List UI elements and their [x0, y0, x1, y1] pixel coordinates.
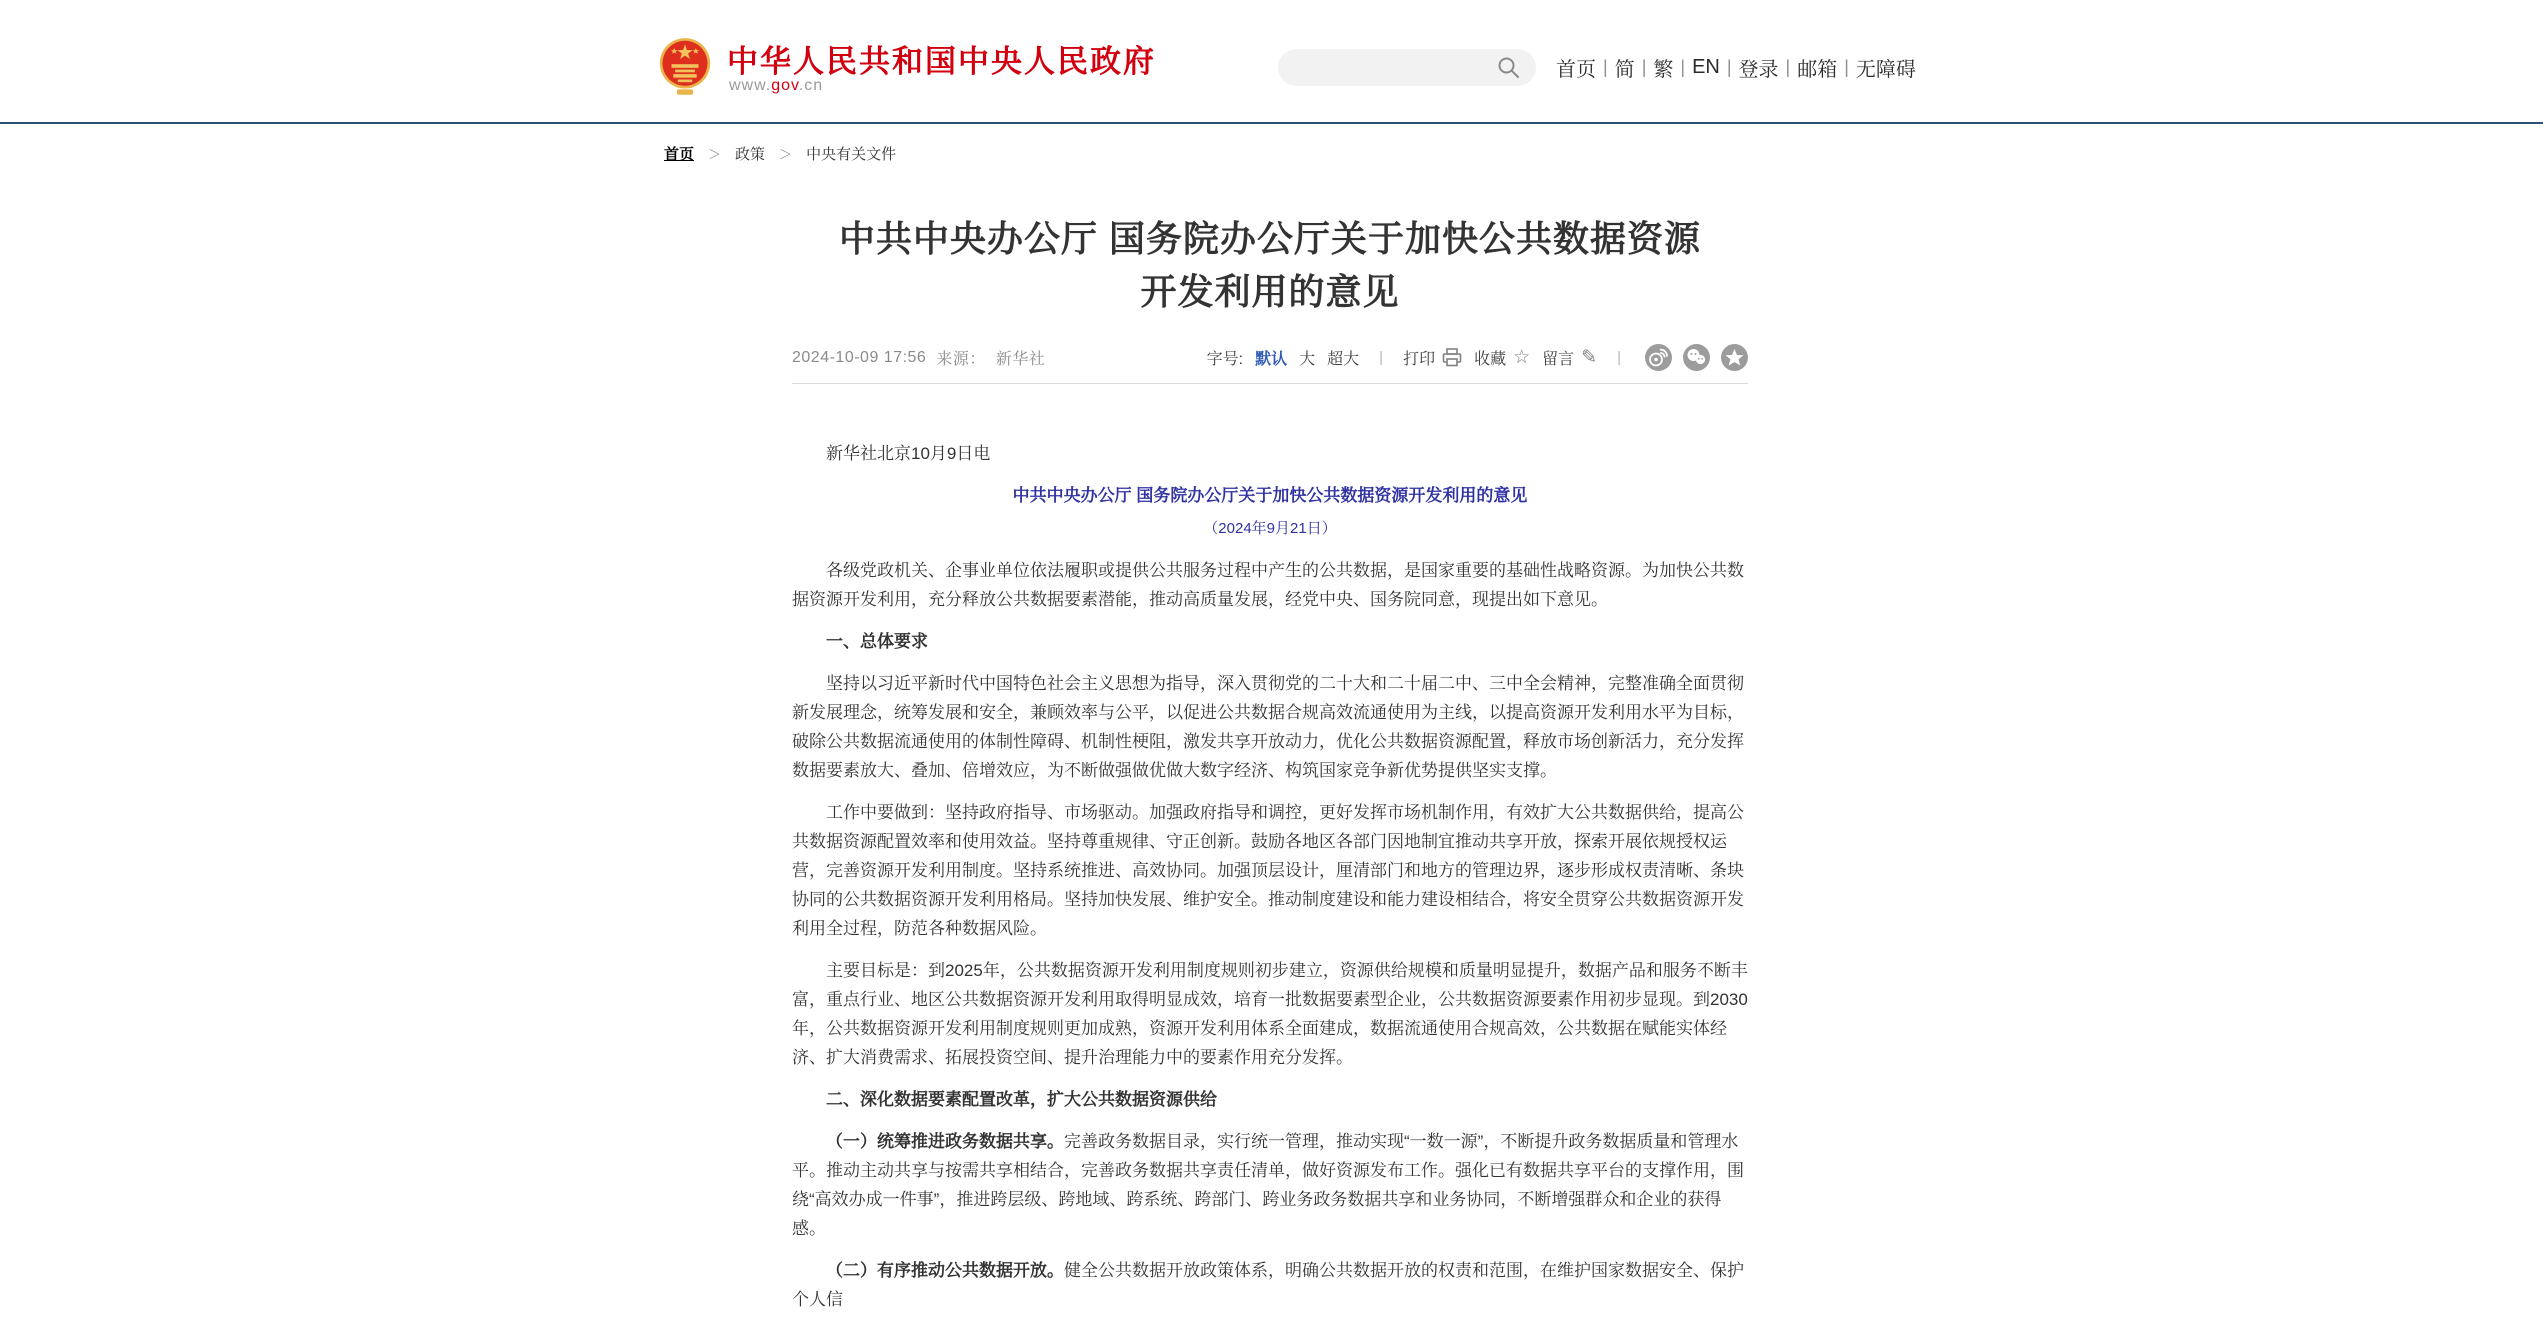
article-container [792, 0, 1748, 1327]
toolbar-divider: | [1379, 349, 1384, 366]
article-body [792, 439, 1748, 1314]
weibo-share-icon[interactable] [1645, 344, 1672, 371]
qzone-share-icon[interactable] [1721, 344, 1748, 371]
breadcrumb-policy[interactable]: 政策 [735, 146, 766, 163]
source-value[interactable]: 新华社 [995, 351, 1046, 368]
font-size-xlarge-button[interactable]: 超大 [1327, 351, 1360, 368]
site-title: 中华人民共和国中央人民政府 [727, 44, 1156, 79]
toolbar-divider: | [1617, 349, 1621, 366]
document-date: （2024年9月21日） [1203, 520, 1337, 537]
comment-button[interactable] [1542, 346, 1597, 369]
breadcrumb-home[interactable]: 首页 [664, 146, 695, 163]
publish-date: 2024-10-09 17:56 [792, 348, 927, 366]
article-paragraph: 主要目标是：到2025年，公共数据资源开发利用制度规则初步建立，资源供给规模和质量明显提升，数据产品和服务不断丰富，重点行业、地区公共数据资源开发利用取得明显成效，培育一批数据要素型企业，公共数据资源要素作用初步显现。到2030年，公共数据资源开发利用制度规则更加成熟，资源开发利用体系全面建成，数据流通使用合规高效，公共数据在赋能实体经济、扩大消费需求、拓展投资空间、提升治理能力中的要素作用充分发挥。 [792, 961, 1748, 1067]
nav-separator: | [1641, 56, 1647, 77]
nav-separator: | [1844, 56, 1849, 77]
article-meta-row [792, 344, 1748, 371]
collect-label: 收藏 [1474, 351, 1507, 368]
article-meta-tools [1207, 344, 1748, 371]
wechat-share-icon[interactable] [1683, 344, 1710, 371]
source-label: 来源： [936, 351, 986, 368]
print-button[interactable] [1403, 346, 1462, 369]
site-url-www: www. [729, 77, 772, 94]
font-size-label: 字号: [1206, 351, 1244, 368]
section-heading: 二、深化数据要素配置改革，扩大公共数据资源供给 [826, 1090, 1217, 1109]
article-paragraph: 各级党政机关、企事业单位依法履职或提供公共服务过程中产生的公共数据，是国家重要的基础性战略资源。为加快公共数据资源开发利用，充分释放公共数据要素潜能，推动高质量发展，经党中央、国务院同意，现提出如下意见。 [792, 561, 1744, 609]
nav-item-simplified[interactable]: 简 [1614, 58, 1635, 81]
nav-separator: | [1680, 56, 1686, 77]
page-title: 中共中央办公厅 国务院办公厅关于加快公共数据资源开发利用的意见 [838, 218, 1701, 312]
nav-separator: | [1785, 56, 1791, 77]
site-url-gov: gov [771, 77, 799, 94]
nav-item-mail[interactable]: 邮箱 [1797, 58, 1838, 81]
article-dateline: 新华社北京10月9日电 [826, 444, 991, 463]
pencil-icon: ✎ [1581, 347, 1598, 368]
document-title: 中共中央办公厅 国务院办公厅关于加快公共数据资源开发利用的意见 [1012, 486, 1528, 505]
comment-label: 留言 [1542, 351, 1575, 368]
font-size-large-button[interactable]: 大 [1299, 351, 1316, 368]
breadcrumb-central-documents[interactable]: 中央有关文件 [806, 146, 897, 163]
article-paragraph: 工作中要做到：坚持政府指导、市场驱动。加强政府指导和调控，更好发挥市场机制作用，有效扩大公共数据供给，提高公共数据资源配置效率和使用效益。坚持尊重规律、守正创新。鼓励各地区各部门因地制宜推动共享开放，探索开展依规授权运营，完善资源开发利用制度。坚持系统推进、高效协同。加强顶层设计，厘清部门和地方的管理边界，逐步形成权责清晰、条块协同的公共数据资源开发利用格局。坚持加快发展、维护安全。推动制度建设和能力建设相结合，将安全贯穿公共数据资源开发利用全过程，防范各种数据风险。 [792, 803, 1744, 938]
share-group [1645, 344, 1748, 371]
site-url-cn: .cn [798, 77, 824, 94]
breadcrumb-separator: ＞ [779, 147, 793, 162]
nav-separator: | [1603, 56, 1608, 77]
article-paragraph: （一）统筹推进政务数据共享。完善政务数据目录，实行统一管理，推动实现“一数一源”，不断提升政务数据质量和管理水平。推动主动共享与按需共享相结合，完善政务数据共享责任清单，做好资源发布工作。强化已有数据共享平台的支撑作用，围绕“高效办成一件事”，推进跨层级、跨地域、跨系统、跨部门、跨业务政务数据共享和业务协同，不断增强群众和企业的获得感。 [792, 1132, 1744, 1238]
nav-item-login[interactable]: 登录 [1738, 58, 1779, 81]
article-meta-left [792, 346, 1045, 369]
national-emblem-icon [658, 33, 712, 99]
meta-divider [792, 383, 1748, 384]
section-heading: 一、总体要求 [826, 632, 928, 651]
print-label: 打印 [1403, 351, 1436, 368]
breadcrumb-separator: ＞ [708, 147, 722, 162]
nav-item-english[interactable]: EN [1692, 55, 1720, 78]
article-paragraph: 坚持以习近平新时代中国特色社会主义思想为指导，深入贯彻党的二十大和二十届二中、三中全会精神，完整准确全面贯彻新发展理念，统筹发展和安全，兼顾效率与公平，以促进公共数据合规高效流通使用为主线，以提高资源开发利用水平为目标，破除公共数据流通使用的体制性障碍、机制性梗阻，激发共享开放动力，优化公共数据资源配置，释放市场创新活力，充分发挥数据要素放大、叠加、倍增效应，为不断做强做优做大数字经济、构筑国家竞争新优势提供坚实支撑。 [792, 674, 1744, 780]
collect-button[interactable] [1474, 346, 1530, 369]
printer-icon [1442, 348, 1462, 367]
nav-item-accessibility[interactable]: 无障碍 [1855, 58, 1916, 81]
article-paragraph: （二）有序推动公共数据开放。健全公共数据开放政策体系，明确公共数据开放的权责和范围，在维护国家数据安全、保护个人信 [792, 1261, 1744, 1309]
article-paragraphs [792, 556, 1748, 1314]
star-icon: ☆ [1513, 347, 1531, 368]
nav-item-home[interactable]: 首页 [1556, 58, 1596, 81]
font-size-default-button[interactable]: 默认 [1255, 351, 1288, 368]
nav-item-traditional[interactable]: 繁 [1653, 58, 1674, 81]
nav-separator: | [1726, 56, 1732, 77]
